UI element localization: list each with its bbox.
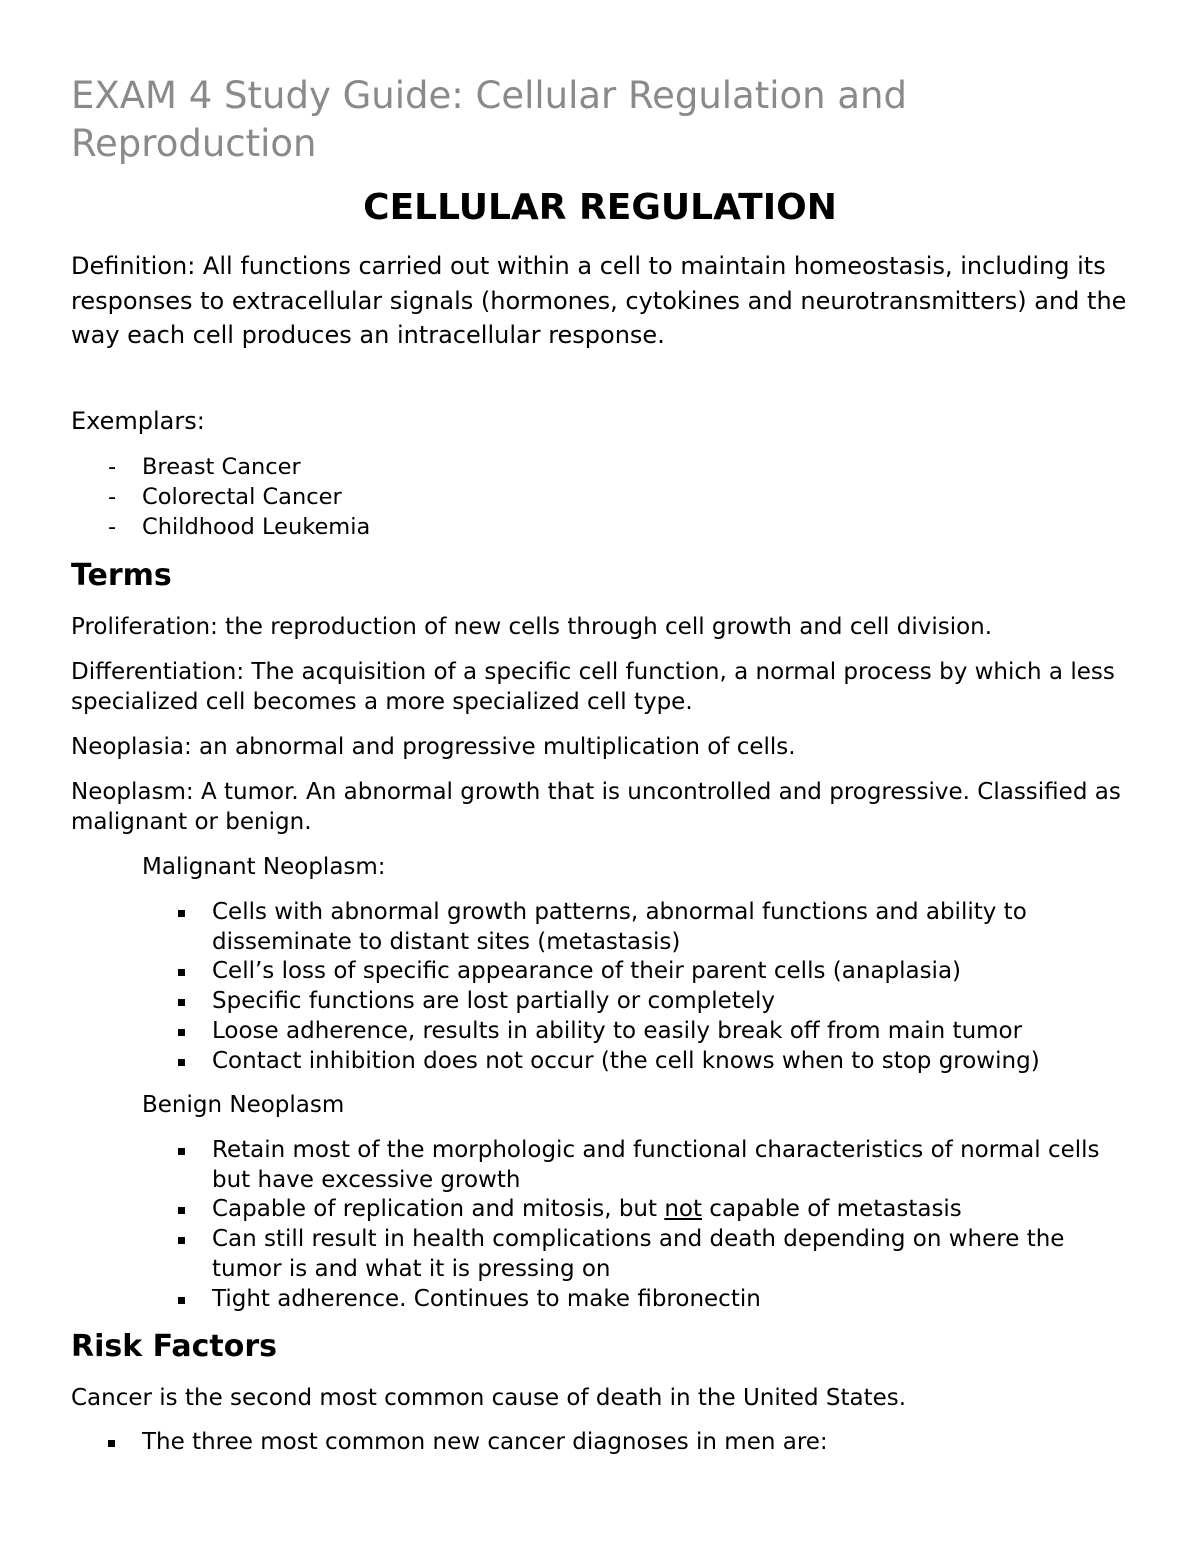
list-item: Retain most of the morphologic and functional characteristics of normal cells but have excessive growth [176,1136,1126,1195]
square-bullet-icon [108,1440,115,1447]
neoplasm-paragraph: Neoplasm: A tumor. An abnormal growth that is uncontrolled and progressive. Classified as malignant or benign. [71,779,1121,835]
square-bullet-icon [178,999,185,1006]
square-bullet-icon [178,1148,185,1155]
list-item: Contact inhibition does not occur (the cell knows when to stop growing) [176,1047,1126,1077]
square-bullet-icon [178,969,185,976]
list-item: Loose adherence, results in ability to easily break off from main tumor [176,1017,1126,1047]
list-item: Cells with abnormal growth patterns, abnormal functions and ability to disseminate to distant sites (metastasis) [176,898,1126,957]
square-bullet-icon [178,1029,185,1036]
square-bullet-icon [178,910,185,917]
risk-list [106,1428,1106,1458]
list-item: Tight adherence. Continues to make fibronectin [176,1285,1126,1315]
benign-list [176,1136,1126,1314]
document-title: EXAM 4 Study Guide: Cellular Regulation and Reproduction [71,74,907,165]
square-bullet-icon [178,1297,185,1304]
risk-factors-heading: Risk Factors [71,1329,278,1364]
exemplars-list [108,452,1108,542]
malignant-label: Malignant Neoplasm: [142,854,386,880]
list-item: Capable of replication and mitosis, but not capable of metastasis [176,1195,1126,1225]
square-bullet-icon [178,1237,185,1244]
dash-bullet: - [108,454,117,480]
malignant-list [176,898,1126,1076]
list-item: Cell’s loss of specific appearance of their parent cells (anaplasia) [176,957,1126,987]
risk-intro-paragraph: Cancer is the second most common cause of death in the United States. [71,1385,907,1411]
exemplars-label: Exemplars: [71,407,205,435]
list-item: Specific functions are lost partially or completely [176,987,1126,1017]
neoplasia-paragraph: Neoplasia: an abnormal and progressive multiplication of cells. [71,734,796,760]
square-bullet-icon [178,1059,185,1066]
square-bullet-icon [178,1207,185,1214]
section-title: CELLULAR REGULATION [363,187,837,228]
list-item: - Colorectal Cancer [108,484,342,510]
differentiation-paragraph: Differentiation: The acquisition of a specific cell function, a normal process by which a less specialized cell becomes a more specialized cell type. [71,659,1115,715]
list-item: - Breast Cancer [108,454,301,480]
list-item: The three most common new cancer diagnoses in men are: [106,1428,1106,1458]
terms-heading: Terms [71,558,172,593]
list-item: Can still result in health complications and death depending on where the tumor is and what it is pressing on [176,1225,1126,1284]
definition-paragraph: Definition: All functions carried out within a cell to maintain homeostasis, including its responses to extracellular signals (hormones, cytokines and neurotransmitters) and the way each cell produces an intracellular response. [71,252,1127,349]
proliferation-paragraph: Proliferation: the reproduction of new cells through cell growth and cell division. [71,614,993,640]
dash-bullet: - [108,514,117,540]
list-item: - Childhood Leukemia [108,514,371,540]
benign-label: Benign Neoplasm [142,1092,345,1118]
underlined-word: not [664,1196,702,1223]
dash-bullet: - [108,484,117,510]
